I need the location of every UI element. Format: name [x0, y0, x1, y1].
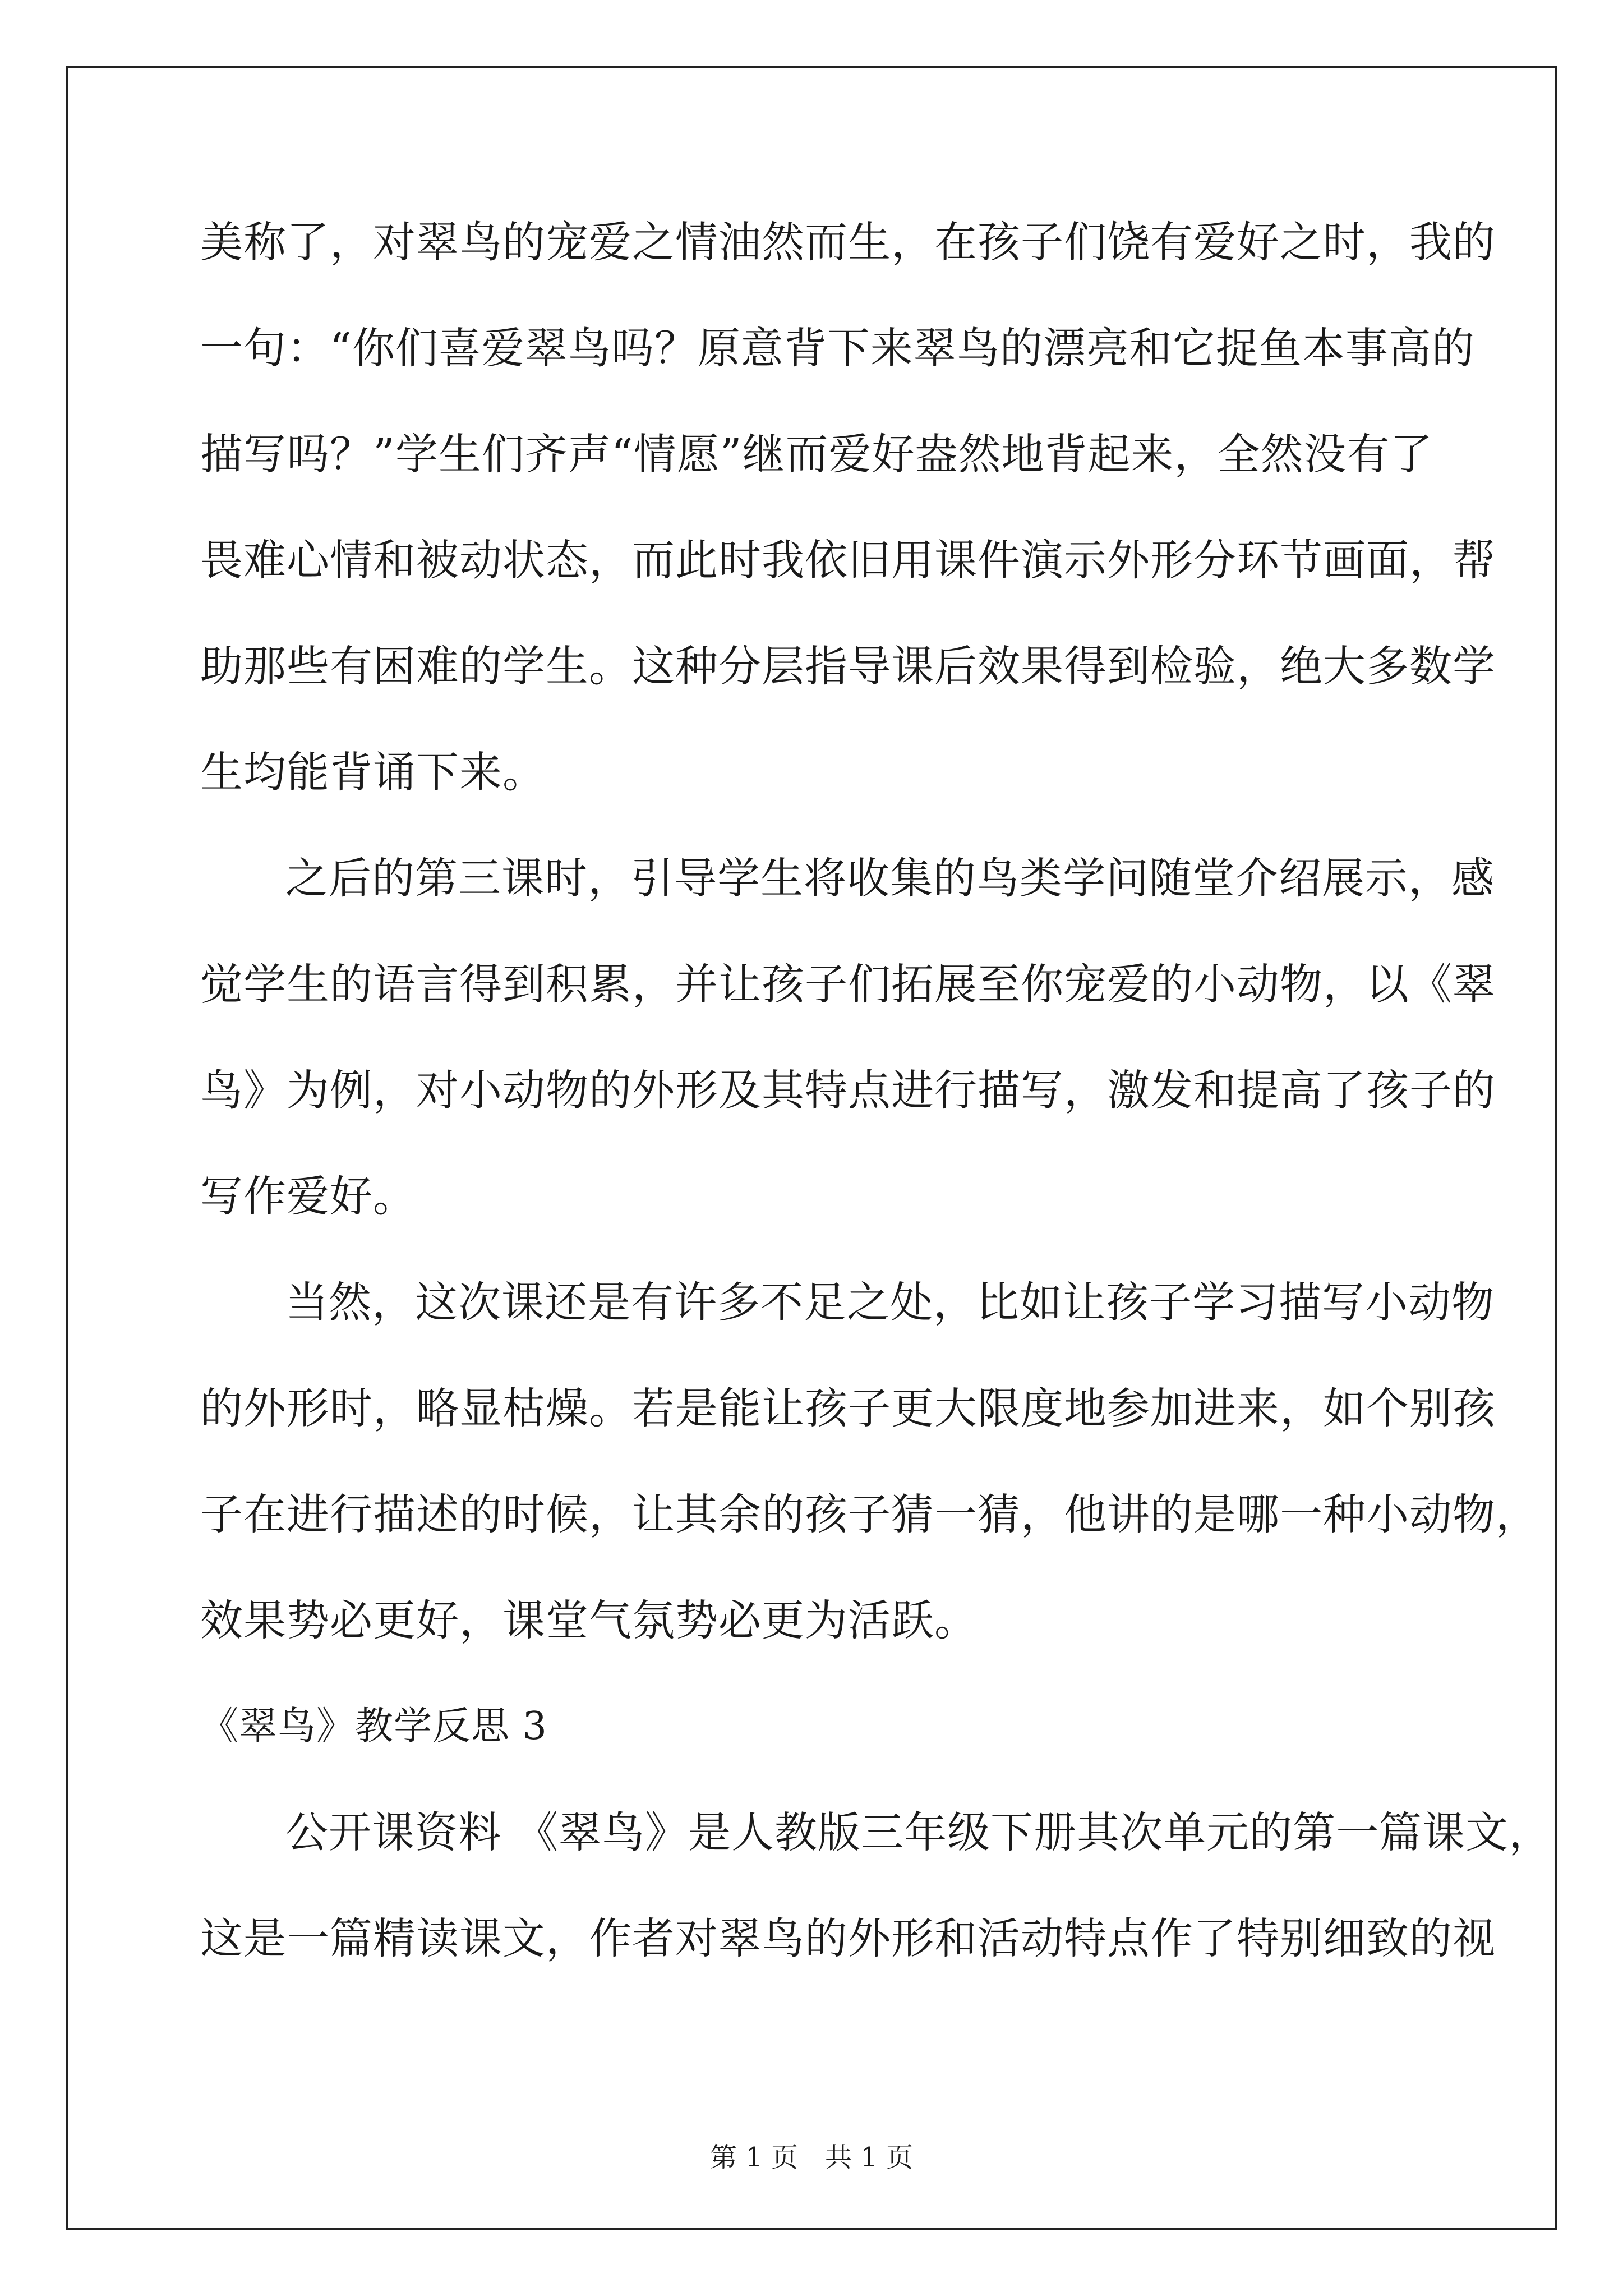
text-line-10: 写作爱好。 [200, 1171, 416, 1221]
text-line-2: 一句：“你们喜爱翠鸟吗？原意背下来翠鸟的漂亮和它捉鱼本事高的 [200, 323, 1475, 373]
text-line-1: 美称了，对翠鸟的宠爱之情油然而生，在孩子们饶有爱好之时，我的 [200, 217, 1496, 267]
text-line-8: 觉学生的语言得到积累，并让孩子们拓展至你宠爱的小动物，以《翠 [200, 959, 1496, 1009]
text-line-9: 鸟》为例，对小动物的外形及其特点进行描写，激发和提高了孩子的 [200, 1065, 1496, 1115]
text-line-13: 子在进行描述的时候，让其余的孩子猜一猜，他讲的是哪一种小动物， [200, 1489, 1539, 1539]
section-heading: 《翠鸟》教学反思 3 [200, 1704, 547, 1749]
text-line-3: 描写吗？”学生们齐声“情愿”继而爱好盎然地背起来，全然没有了 [200, 429, 1433, 479]
text-line-6: 生均能背诵下来。 [200, 747, 546, 797]
document-body [200, 209, 1552, 2011]
text-line-12: 的外形时，略显枯燥。若是能让孩子更大限度地参加进来，如个别孩 [200, 1383, 1496, 1433]
text-line-16: 公开课资料 《翠鸟》是人教版三年级下册其次单元的第一篇课文， [285, 1807, 1552, 1857]
text-line-14: 效果势必更好，课堂气氛势必更为活跃。 [200, 1595, 978, 1645]
text-line-17: 这是一篇精读课文，作者对翠鸟的外形和活动特点作了特别细致的视 [200, 1913, 1496, 1963]
text-line-7: 之后的第三课时，引导学生将收集的鸟类学问随堂介绍展示，感 [285, 853, 1495, 903]
text-line-4: 畏难心情和被动状态，而此时我依旧用课件演示外形分环节画面，帮 [200, 535, 1496, 585]
text-line-11: 当然，这次课还是有许多不足之处，比如让孩子学习描写小动物 [285, 1277, 1495, 1327]
page-number-footer: 第 1 页 共 1 页 [709, 2142, 914, 2173]
text-line-5: 助那些有困难的学生。这种分层指导课后效果得到检验，绝大多数学 [200, 641, 1496, 691]
